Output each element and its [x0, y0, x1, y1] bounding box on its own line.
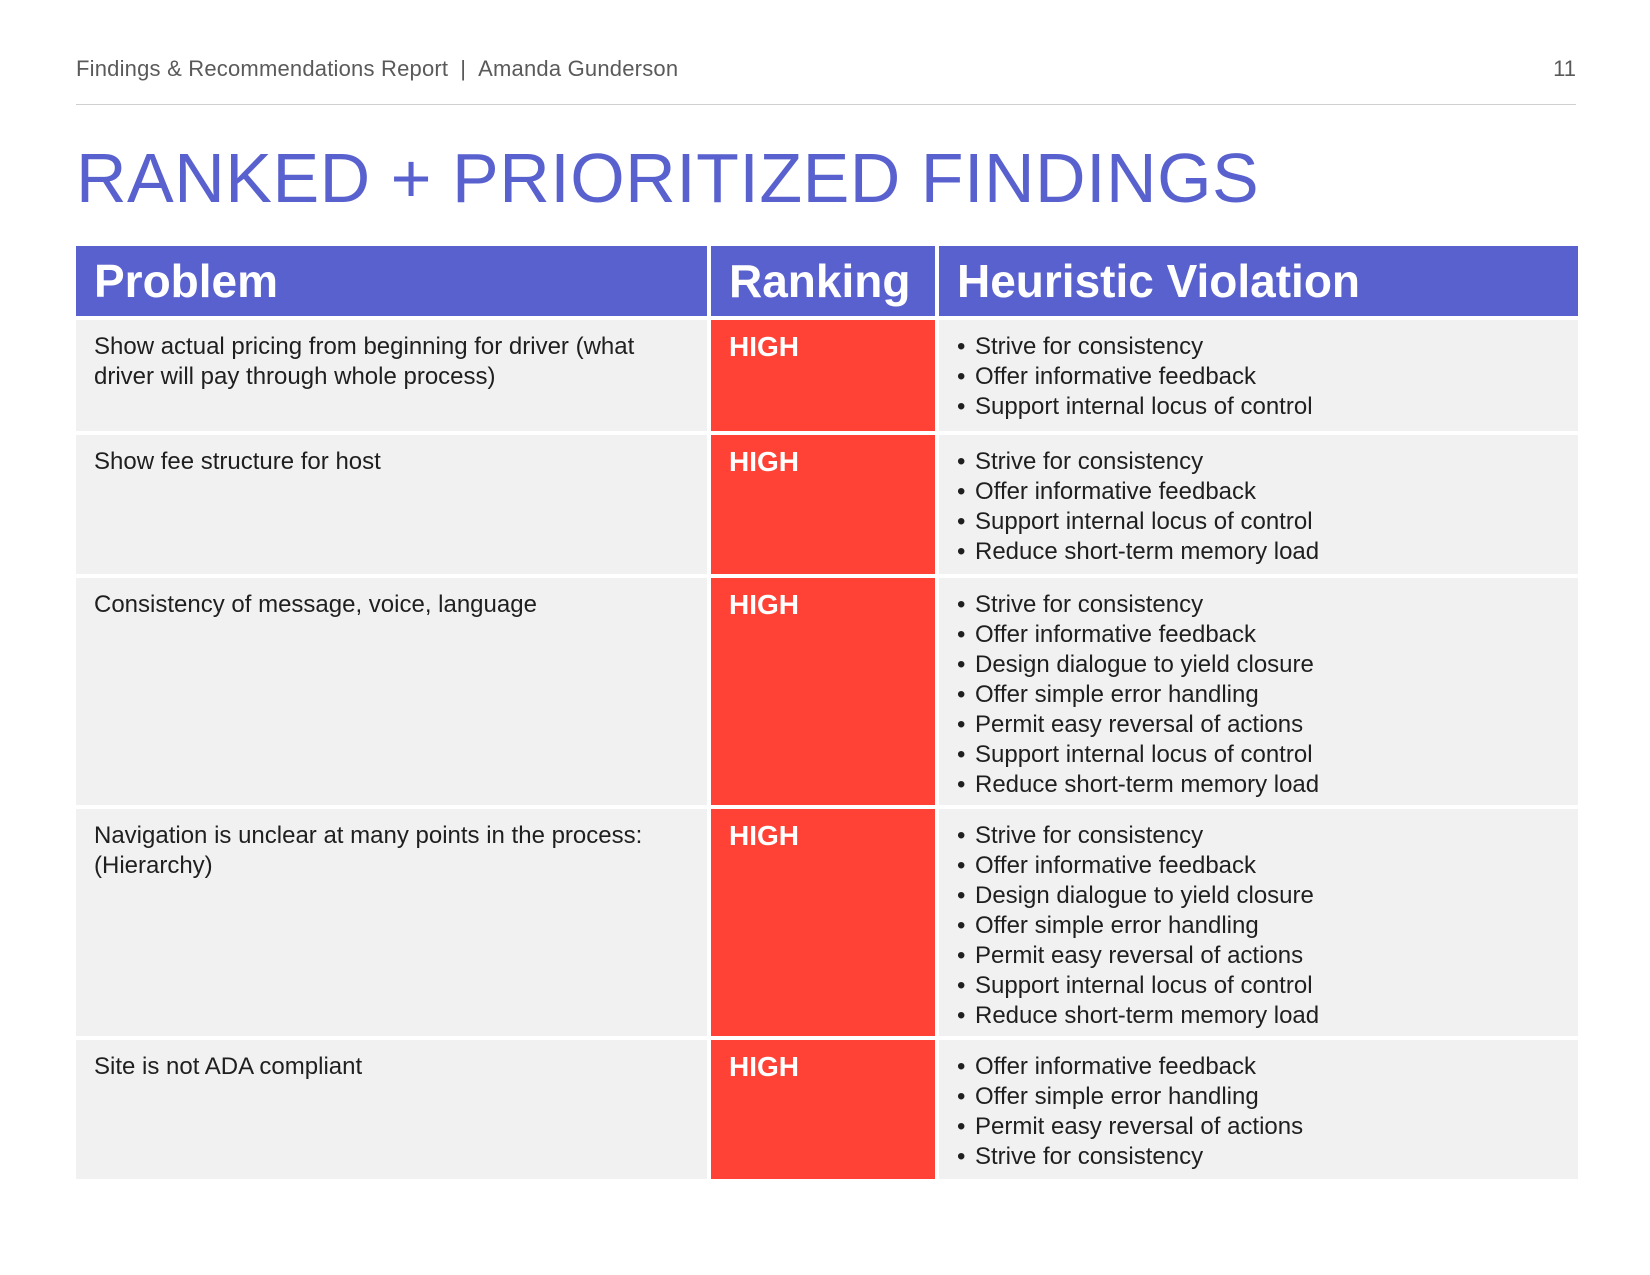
heuristic-item: • Strive for consistency: [957, 590, 1560, 620]
heuristics-list: [957, 447, 1560, 567]
ranking-cell: [711, 578, 939, 809]
heuristic-item: • Offer informative feedback: [957, 477, 1560, 507]
problem-cell: [76, 809, 711, 1040]
problem-cell: [76, 578, 711, 809]
heuristics-list: [957, 590, 1560, 800]
header-separator: |: [460, 56, 467, 81]
heuristics-cell: [939, 1040, 1578, 1183]
ranking-cell: [711, 1040, 939, 1183]
problem-cell: [76, 1040, 711, 1183]
ranking-cell: [711, 435, 939, 578]
table-row: [76, 1040, 1578, 1183]
page-number: 11: [1553, 56, 1576, 81]
ranking-badge: HIGH: [729, 331, 799, 362]
ranking-badge: HIGH: [729, 1051, 799, 1082]
heuristic-item: • Strive for consistency: [957, 447, 1560, 477]
heuristics-cell: [939, 809, 1578, 1040]
heuristic-item: • Reduce short-term memory load: [957, 770, 1560, 800]
problem-text: Site is not ADA compliant: [94, 1053, 363, 1080]
page-header: [76, 56, 1576, 105]
heuristic-item: • Offer informative feedback: [957, 362, 1560, 392]
ranking-badge: HIGH: [729, 820, 799, 851]
findings-table: [76, 246, 1578, 1183]
heuristic-item: • Permit easy reversal of actions: [957, 941, 1560, 971]
heuristic-item: • Strive for consistency: [957, 821, 1560, 851]
table-row: [76, 320, 1578, 435]
problem-text: Show actual pricing from beginning for driver (what driver will pay through whole process): [94, 333, 635, 390]
ranking-cell: [711, 809, 939, 1040]
heuristics-list: [957, 332, 1560, 422]
problem-text: Consistency of message, voice, language: [94, 591, 537, 618]
ranking-badge: HIGH: [729, 589, 799, 620]
heuristic-item: • Support internal locus of control: [957, 971, 1560, 1001]
problem-text: Navigation is unclear at many points in the process: (Hierarchy): [94, 822, 643, 879]
report-title: Findings & Recommendations Report: [76, 56, 449, 81]
header-left: [76, 56, 678, 82]
author-name: Amanda Gunderson: [478, 56, 679, 81]
table-header-row: [76, 246, 1578, 320]
heuristics-cell: [939, 435, 1578, 578]
column-header-heuristic-violation: Heuristic Violation: [939, 246, 1578, 320]
table-row: [76, 809, 1578, 1040]
heuristic-item: • Strive for consistency: [957, 1142, 1560, 1172]
heuristic-item: • Permit easy reversal of actions: [957, 710, 1560, 740]
heuristic-item: • Offer simple error handling: [957, 911, 1560, 941]
heuristic-item: • Strive for consistency: [957, 332, 1560, 362]
table-row: [76, 435, 1578, 578]
heuristics-list: [957, 1052, 1560, 1172]
ranking-badge: HIGH: [729, 446, 799, 477]
heuristics-list: [957, 821, 1560, 1031]
page-title: RANKED + PRIORITIZED FINDINGS: [76, 139, 1260, 217]
problem-text: Show fee structure for host: [94, 448, 381, 475]
heuristic-item: • Design dialogue to yield closure: [957, 881, 1560, 911]
ranking-cell: [711, 320, 939, 435]
heuristics-cell: [939, 578, 1578, 809]
heuristics-cell: [939, 320, 1578, 435]
heuristic-item: • Reduce short-term memory load: [957, 1001, 1560, 1031]
heuristic-item: • Offer informative feedback: [957, 620, 1560, 650]
heuristic-item: • Offer simple error handling: [957, 680, 1560, 710]
problem-cell: [76, 435, 711, 578]
heuristic-item: • Offer simple error handling: [957, 1082, 1560, 1112]
heuristic-item: • Support internal locus of control: [957, 392, 1560, 422]
heuristic-item: • Design dialogue to yield closure: [957, 650, 1560, 680]
table-row: [76, 578, 1578, 809]
problem-cell: [76, 320, 711, 435]
column-header-ranking: Ranking: [711, 246, 939, 320]
heuristic-item: • Reduce short-term memory load: [957, 537, 1560, 567]
heuristic-item: • Support internal locus of control: [957, 740, 1560, 770]
heuristic-item: • Offer informative feedback: [957, 1052, 1560, 1082]
heuristic-item: • Permit easy reversal of actions: [957, 1112, 1560, 1142]
heuristic-item: • Support internal locus of control: [957, 507, 1560, 537]
column-header-problem: Problem: [76, 246, 711, 320]
heuristic-item: • Offer informative feedback: [957, 851, 1560, 881]
